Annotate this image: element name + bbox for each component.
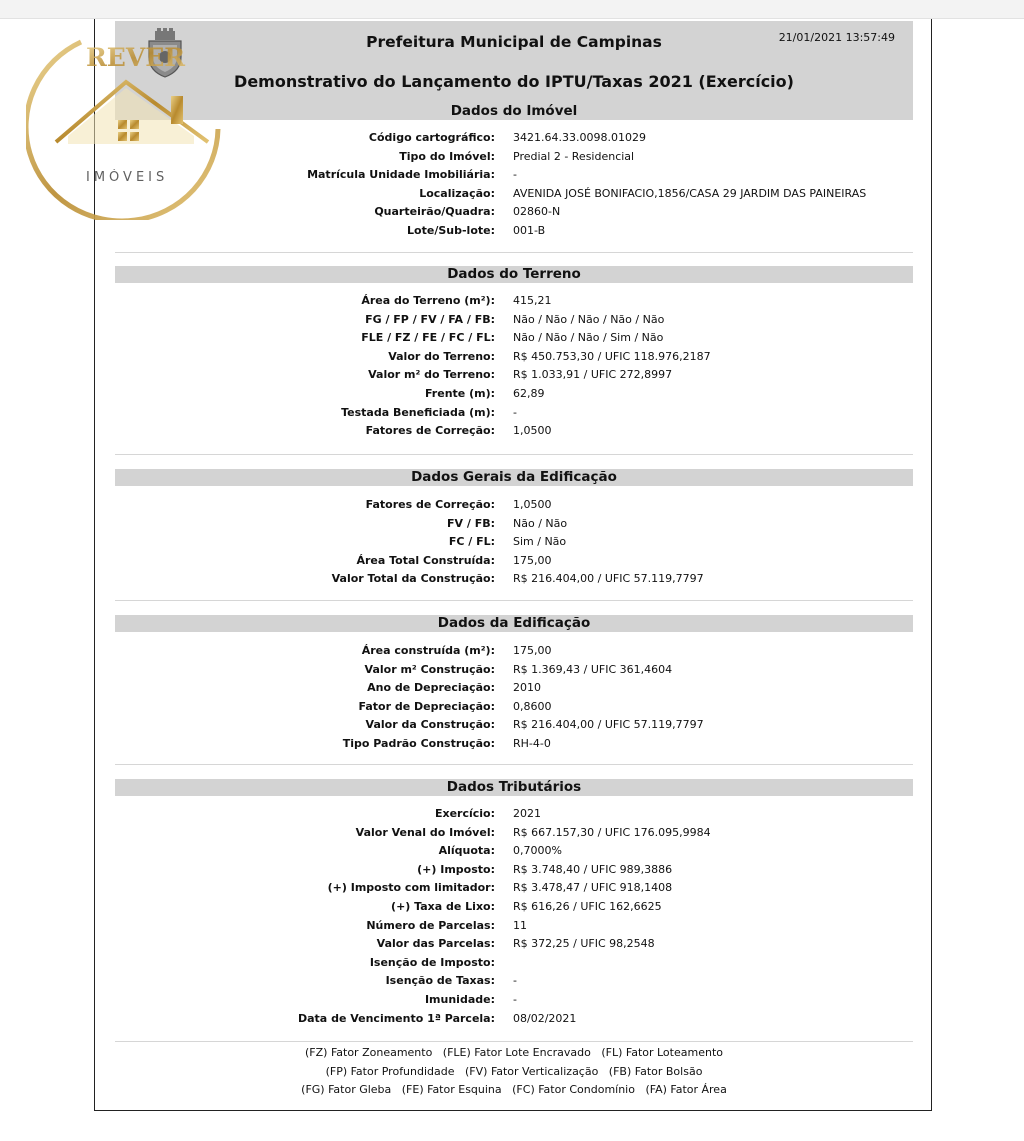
field-row bbox=[95, 642, 933, 661]
section-title-gerais: Dados Gerais da Edificação bbox=[115, 469, 913, 486]
field-label: Isenção de Imposto: bbox=[369, 955, 495, 969]
field-row bbox=[95, 972, 933, 991]
field-row bbox=[95, 222, 933, 241]
field-value: AVENIDA JOSÉ BONIFACIO,1856/CASA 29 JARDIM DAS PAINEIRAS bbox=[513, 186, 867, 200]
field-value: 0,7000% bbox=[513, 844, 562, 858]
field-row bbox=[95, 735, 933, 754]
field-value: Sim / Não bbox=[513, 535, 567, 549]
field-label: Fatores de Correção: bbox=[365, 498, 495, 511]
field-label: Data de Vencimento 1ª Parcela: bbox=[298, 1011, 495, 1025]
field-label: Valor do Terreno: bbox=[388, 349, 495, 363]
field-row bbox=[95, 898, 933, 917]
field-row bbox=[95, 404, 933, 423]
field-value: Não / Não / Não / Não / Não bbox=[513, 312, 665, 326]
field-row bbox=[95, 515, 933, 534]
field-value: - bbox=[513, 168, 517, 182]
field-row bbox=[95, 679, 933, 698]
rever-imoveis-logo-icon bbox=[26, 24, 226, 220]
section-edificacao bbox=[95, 642, 933, 754]
section-title-imovel: Dados do Imóvel bbox=[115, 103, 913, 120]
field-row bbox=[95, 698, 933, 717]
legend-line: (FP) Fator Profundidade (FV) Fator Verticalização (FB) Fator Bolsão bbox=[325, 1064, 703, 1078]
field-value: R$ 616,26 / UFIC 162,6625 bbox=[513, 899, 662, 913]
field-value: 415,21 bbox=[513, 294, 552, 307]
field-label: Lote/Sub-lote: bbox=[407, 223, 495, 237]
field-label: Quarteirão/Quadra: bbox=[374, 205, 495, 219]
field-row bbox=[95, 861, 933, 880]
field-label: Valor m² Construção: bbox=[364, 662, 495, 676]
field-row bbox=[95, 1010, 933, 1029]
field-row bbox=[95, 917, 933, 936]
field-row bbox=[95, 805, 933, 824]
field-label: Imunidade: bbox=[424, 992, 495, 1006]
field-label: Exercício: bbox=[434, 807, 495, 820]
section-title-edificacao: Dados da Edificação bbox=[115, 615, 913, 632]
field-value: 02860-N bbox=[513, 205, 561, 219]
top-strip bbox=[0, 0, 1024, 19]
field-row bbox=[95, 879, 933, 898]
field-value: R$ 1.369,43 / UFIC 361,4604 bbox=[513, 662, 673, 676]
field-row bbox=[95, 716, 933, 735]
field-value: Predial 2 - Residencial bbox=[513, 149, 635, 163]
field-label: Fator de Depreciação: bbox=[358, 699, 495, 713]
field-label: Valor da Construção: bbox=[365, 718, 495, 732]
field-row bbox=[95, 329, 933, 348]
issue-datetime: 21/01/2021 13:57:49 bbox=[778, 31, 895, 44]
field-label: (+) Imposto: bbox=[417, 862, 495, 876]
field-label: Frente (m): bbox=[425, 386, 495, 400]
field-row bbox=[95, 311, 933, 330]
field-label: Testada Beneficiada (m): bbox=[341, 405, 495, 419]
section-divider bbox=[115, 454, 913, 455]
field-row bbox=[95, 991, 933, 1010]
logo-tagline-text: IMÓVEIS bbox=[86, 170, 169, 185]
field-value: R$ 667.157,30 / UFIC 176.095,9984 bbox=[513, 825, 711, 839]
field-label: Área Total Construída: bbox=[356, 553, 495, 567]
field-row bbox=[95, 348, 933, 367]
field-label: (+) Taxa de Lixo: bbox=[391, 899, 495, 913]
field-label: Localização: bbox=[419, 186, 495, 200]
field-label: Matrícula Unidade Imobiliária: bbox=[307, 168, 495, 182]
abbreviation-legend bbox=[95, 1044, 933, 1100]
field-label: Área construída (m²): bbox=[361, 644, 495, 657]
field-row bbox=[95, 935, 933, 954]
field-value: Não / Não bbox=[513, 516, 568, 530]
field-label: (+) Imposto com limitador: bbox=[327, 881, 495, 895]
section-divider bbox=[115, 600, 913, 601]
field-value: Não / Não / Não / Sim / Não bbox=[513, 331, 664, 345]
section-title-tributarios: Dados Tributários bbox=[115, 779, 913, 796]
field-value: 2021 bbox=[513, 807, 541, 820]
section-divider bbox=[115, 252, 913, 253]
section-tributarios bbox=[95, 805, 933, 1028]
field-value: R$ 216.404,00 / UFIC 57.119,7797 bbox=[513, 572, 704, 586]
field-row bbox=[95, 552, 933, 571]
section-gerais bbox=[95, 496, 933, 589]
section-title-terreno: Dados do Terreno bbox=[115, 266, 913, 283]
field-row bbox=[95, 661, 933, 680]
field-value: 62,89 bbox=[513, 386, 545, 400]
field-label: Valor m² do Terreno: bbox=[368, 368, 495, 382]
field-row bbox=[95, 366, 933, 385]
field-label: Valor das Parcelas: bbox=[376, 937, 495, 951]
field-row bbox=[95, 496, 933, 515]
field-value: R$ 216.404,00 / UFIC 57.119,7797 bbox=[513, 718, 704, 732]
field-value: R$ 372,25 / UFIC 98,2548 bbox=[513, 937, 655, 951]
field-value: 1,0500 bbox=[513, 424, 552, 438]
field-value: - bbox=[513, 992, 517, 1006]
field-label: Ano de Depreciação: bbox=[367, 681, 495, 695]
field-value: R$ 1.033,91 / UFIC 272,8997 bbox=[513, 368, 673, 382]
field-row bbox=[95, 422, 933, 441]
field-value: 175,00 bbox=[513, 553, 552, 567]
field-label: FV / FB: bbox=[446, 516, 495, 530]
field-label: FG / FP / FV / FA / FB: bbox=[365, 312, 495, 326]
field-value: 001-B bbox=[513, 223, 546, 237]
field-value: 3421.64.33.0098.01029 bbox=[513, 131, 646, 144]
field-row bbox=[95, 824, 933, 843]
field-value: R$ 3.748,40 / UFIC 989,3886 bbox=[513, 862, 673, 876]
page-title: Prefeitura Municipal de Campinas bbox=[366, 33, 662, 51]
field-value: 175,00 bbox=[513, 644, 552, 657]
field-row bbox=[95, 292, 933, 311]
field-label: Alíquota: bbox=[438, 844, 495, 858]
field-value: R$ 450.753,30 / UFIC 118.976,2187 bbox=[513, 349, 711, 363]
field-value: 08/02/2021 bbox=[513, 1011, 577, 1025]
logo-brand-text: REVER bbox=[86, 43, 186, 72]
field-value: - bbox=[513, 974, 517, 988]
field-value: - bbox=[513, 405, 517, 419]
field-row bbox=[95, 954, 933, 973]
field-value: R$ 3.478,47 / UFIC 918,1408 bbox=[513, 881, 673, 895]
field-value: 11 bbox=[513, 918, 527, 932]
legend-line: (FG) Fator Gleba (FE) Fator Esquina (FC) Fator Condomínio (FA) Fator Área bbox=[301, 1083, 727, 1097]
section-divider bbox=[115, 764, 913, 765]
field-value: 1,0500 bbox=[513, 498, 552, 511]
section-terreno bbox=[95, 292, 933, 441]
document-subtitle: Demonstrativo do Lançamento do IPTU/Taxas 2021 (Exercício) bbox=[234, 72, 794, 91]
field-label: Número de Parcelas: bbox=[366, 918, 495, 932]
field-label: FLE / FZ / FE / FC / FL: bbox=[361, 331, 495, 345]
section-divider bbox=[115, 1041, 913, 1042]
field-label: Código cartográfico: bbox=[368, 131, 495, 144]
field-label: FC / FL: bbox=[448, 535, 495, 549]
field-value: 0,8600 bbox=[513, 699, 552, 713]
field-label: Isenção de Taxas: bbox=[385, 974, 495, 988]
field-label: Área do Terreno (m²): bbox=[361, 294, 495, 307]
field-row bbox=[95, 385, 933, 404]
field-value: RH-4-0 bbox=[513, 736, 551, 750]
field-label: Valor Total da Construção: bbox=[331, 572, 495, 586]
field-row bbox=[95, 533, 933, 552]
field-row bbox=[95, 842, 933, 861]
field-label: Tipo Padrão Construção: bbox=[342, 736, 495, 750]
field-label: Fatores de Correção: bbox=[365, 424, 495, 438]
field-label: Tipo do Imóvel: bbox=[399, 149, 495, 163]
field-label: Valor Venal do Imóvel: bbox=[355, 825, 495, 839]
legend-line: (FZ) Fator Zoneamento (FLE) Fator Lote Encravado (FL) Fator Loteamento bbox=[305, 1046, 723, 1059]
field-value: 2010 bbox=[513, 681, 541, 695]
field-row bbox=[95, 570, 933, 589]
